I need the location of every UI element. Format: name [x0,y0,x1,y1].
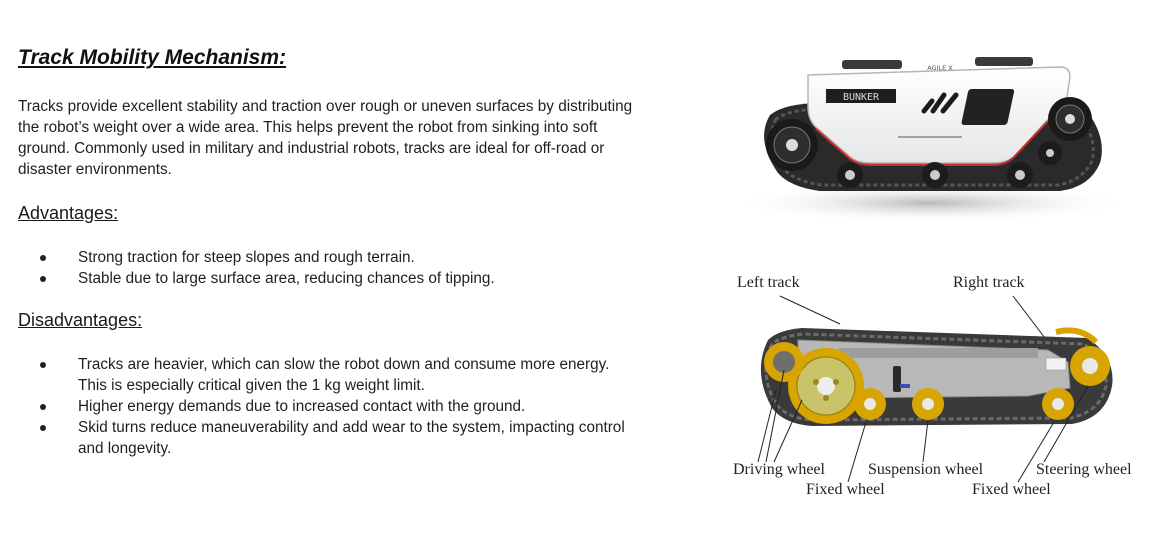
steering-wheel-label: Steering wheel [1036,461,1132,478]
advantages-heading: Advantages: [18,203,119,223]
bullet-icon [40,425,46,431]
advantage-text: Stable due to large surface area, reducing chances of tipping. [78,270,495,287]
bullet-icon [40,255,46,261]
fixed-wheel-label-2: Fixed wheel [972,481,1051,498]
suspension-wheel-label: Suspension wheel [868,461,984,478]
disadvantage-text: Tracks are heavier, which can slow the robot down and consume more energy. This is especially critical given the 1 kg weight limit. [78,356,610,394]
intro-paragraph: Tracks provide excellent stability and traction over rough or uneven surfaces by distributing the robot’s weight over a wide area. This helps prevent the robot from sinking into soft ground. Commonly used in military and industrial robots, tracks are ideal for off-road or disaster environments. [18,98,633,178]
model-label: BUNKER [842,92,880,103]
tracked-robot-illustration [730,45,1130,225]
left-track-label: Left track [737,274,800,291]
fixed-wheel-label-1: Fixed wheel [806,481,885,498]
disadvantages-heading: Disadvantages: [18,310,143,330]
disadvantage-text: Skid turns reduce maneuverability and add wear to the system, impacting control and longevity. [78,419,625,457]
bullet-icon [40,276,46,282]
bullet-icon [40,362,46,368]
list-item [18,354,638,396]
advantage-text: Strong traction for steep slopes and rough terrain. [78,249,415,266]
bullet-icon [40,404,46,410]
disadvantages-list [18,354,638,459]
robot-photo [730,45,1130,225]
list-item [18,417,638,459]
advantages-list [18,247,638,289]
list-item [18,268,638,289]
track-diagram [728,262,1152,512]
right-track-label: Right track [953,274,1025,291]
list-item [18,247,638,268]
brand-label: AGILE X [927,64,953,72]
driving-wheel-label: Driving wheel [733,461,825,478]
section-title: Track Mobility Mechanism: [18,46,287,69]
disadvantage-text: Higher energy demands due to increased contact with the ground. [78,398,526,415]
list-item [18,396,638,417]
